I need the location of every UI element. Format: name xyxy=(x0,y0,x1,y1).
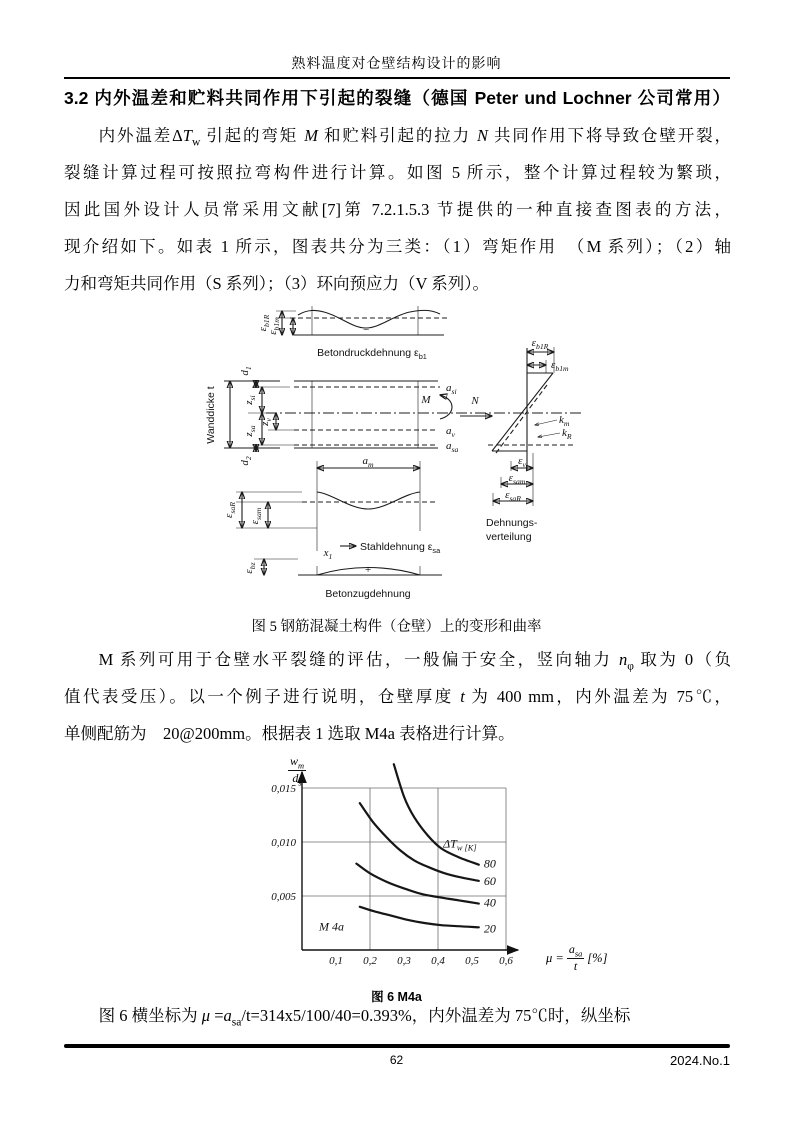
paragraph-line: 裂缝计算过程可按照拉弯构件进行计算。如图 5 所示，整个计算过程较为繁琐， xyxy=(64,163,731,182)
paragraph-1 xyxy=(64,117,731,302)
label-x1: $x_1$ xyxy=(323,547,333,561)
paragraph-line: 力和弯矩共同作用（S 系列）；（3）环向预应力（V 系列）。 xyxy=(64,274,490,293)
chart-y-axis-label: $\frac{w_m}{d_s}$ xyxy=(290,754,305,788)
paragraph-line: 现介绍如下。如表 1 所示，图表共分为三类：（1）弯矩作用 （M 系列）；（2）轴 xyxy=(64,237,731,256)
issue-label: 2024.No.1 xyxy=(670,1053,730,1068)
label-eps-sam: $\varepsilon_{sam}$ xyxy=(508,472,526,486)
paragraph-line: 因此国外设计人员常采用文献[7]第 7.2.1.5.3 节提供的一种直接查图表的方法， xyxy=(64,200,731,219)
paragraph-3 xyxy=(64,997,731,1034)
paragraph-line: M 系列可用于仓壁水平裂缝的评估，一般偏于安全，竖向轴力 $n_\varphi$ 取为 0（负 xyxy=(98,650,731,673)
figure6-m4a-chart xyxy=(260,752,620,992)
svg-text:0,2: 0,2 xyxy=(363,955,377,967)
svg-text:0,5: 0,5 xyxy=(465,955,479,967)
label-eps-b1R: $\varepsilon_{b1R}$ xyxy=(257,314,271,332)
label-force-N: N xyxy=(471,395,479,407)
label-a-v: $a_v$ xyxy=(446,425,455,439)
figure6-caption: 图 6 M4a xyxy=(371,990,422,1004)
label-d1: $d_1$ xyxy=(239,366,253,376)
section-heading: 3.2 内外温差和贮料共同作用下引起的裂缝（德国 Peter und Lochner 公司常用） xyxy=(64,88,730,108)
label-betondruckdehnung: Betondruckdehnung $\varepsilon_{b1}$ xyxy=(317,347,427,361)
svg-text:80: 80 xyxy=(483,856,496,871)
plus-sign: + xyxy=(364,564,372,576)
label-z-si: $z_{si}$ xyxy=(243,395,257,405)
paragraph-line: 单侧配筋为 20@200mm。根据表 1 选取 M4a 表格进行计算。 xyxy=(64,724,515,743)
svg-text:ΔTw [K]: $\Delta T_{w [K]}$ xyxy=(443,836,477,853)
svg-text:60: 60 xyxy=(483,873,496,888)
concrete-tension-arc xyxy=(243,559,442,600)
label-tri-eps-b1R: $\varepsilon_{b1R}$ xyxy=(531,337,549,351)
svg-text:0,005: 0,005 xyxy=(271,891,296,903)
concrete-compression-wave xyxy=(257,306,448,361)
svg-text:0,3: 0,3 xyxy=(397,955,411,967)
paragraph-2 xyxy=(64,641,731,752)
paragraph-line: 值代表受压）。以一个例子进行说明，仓壁厚度 t 为 400 mm，内外温差为 75℃， xyxy=(64,687,731,706)
minus-sign: − xyxy=(362,324,370,336)
moment-arc-arrow xyxy=(440,395,452,419)
label-eps-b1m: $\varepsilon_{b1m}$ xyxy=(267,317,281,335)
label-k-m: $k_m$ xyxy=(559,414,570,428)
svg-text:0,6: 0,6 xyxy=(499,955,513,967)
label-betonzugdehnung: Betonzugdehnung xyxy=(325,588,411,600)
footer-rule xyxy=(64,1044,730,1048)
header-rule xyxy=(64,77,730,79)
svg-text:20: 20 xyxy=(483,921,496,936)
label-z-v: $z_v$ xyxy=(259,418,273,426)
label-d2: $d_2$ xyxy=(239,456,253,466)
svg-text:40: 40 xyxy=(483,895,496,910)
label-eps-saR: $\varepsilon_{saR}$ xyxy=(505,489,521,503)
page-number: 62 xyxy=(389,1053,404,1067)
label-left-eps-saR: $\varepsilon_{saR}$ xyxy=(223,502,237,518)
svg-text:0,1: 0,1 xyxy=(329,955,343,967)
label-a-m: $a_m$ xyxy=(362,455,374,469)
label-eps-bz: $\varepsilon_{bz}$ xyxy=(243,562,257,574)
label-a-si: $a_{si}$ xyxy=(446,382,457,396)
label-stahldehnung: Stahldehnung $\varepsilon_{sa}$ xyxy=(360,541,441,555)
label-eps-v: $\varepsilon_v$ xyxy=(518,455,526,469)
label-a-sa: $a_{sa}$ xyxy=(446,440,459,454)
steel-strain-wave xyxy=(223,455,441,561)
svg-text:0,010: 0,010 xyxy=(271,837,296,849)
label-wanddicke: Wanddicke t xyxy=(205,386,217,444)
label-k-R: $k_R$ xyxy=(562,427,572,441)
label-moment-M: M xyxy=(421,394,431,406)
label-left-eps-sam: $\varepsilon_{sam}$ xyxy=(249,507,263,525)
figure5-deformation-diagram xyxy=(190,303,610,613)
label-verteilung: verteilung xyxy=(486,531,532,543)
figure5-caption: 图 5 钢筋混凝土构件（仓壁）上的变形和曲率 xyxy=(251,619,542,635)
paragraph-line: 图 6 横坐标为 $\mu =a_{sa}/t=314x5/100/40=0.393\%$，内外温差为 75℃时，纵坐标 xyxy=(98,1006,631,1029)
running-title: 熟料温度对仓壁结构设计的影响 xyxy=(291,57,502,72)
paragraph-line: 内外温差$\Delta T_w$ 引起的弯矩 M 和贮料引起的拉力 N 共同作用下将导致仓壁开裂， xyxy=(98,126,731,149)
strain-distribution xyxy=(486,337,574,543)
svg-text:M 4a: M 4a xyxy=(319,919,344,934)
label-tri-eps-b1m: $\varepsilon_{b1m}$ xyxy=(551,359,569,373)
svg-text:0,4: 0,4 xyxy=(431,955,445,967)
label-dehnungs: Dehnungs- xyxy=(486,517,538,529)
chart-x-axis-label: μ = $\frac{a_{sa}}{t}$ [%] xyxy=(546,942,608,974)
label-z-sa: $z_{sa}$ xyxy=(243,425,257,437)
svg-text:0,015: 0,015 xyxy=(271,783,296,795)
